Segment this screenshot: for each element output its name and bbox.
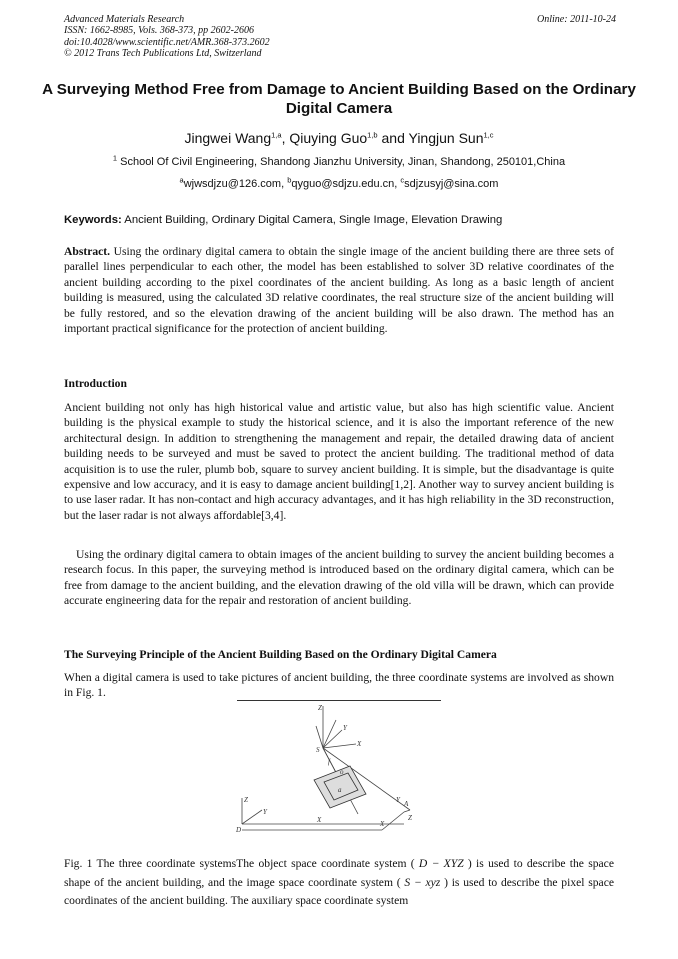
caption-text: ) is used to describe the space shape of the ancient building, and the image space coordinate system ( — [64, 857, 614, 889]
fig-label-z-upper: Z — [318, 704, 322, 712]
fig-label-y-mid: Y — [396, 796, 400, 804]
email-marker: b — [287, 175, 292, 185]
paper-title: A Surveying Method Free from Damage to Ancient Building Based on the Ordinary Digital Camera — [42, 81, 636, 117]
abstract — [64, 244, 614, 336]
email-marker: c — [400, 175, 405, 185]
doi-line: doi:10.4028/www.scientific.net/AMR.368-373.2602 — [64, 36, 270, 48]
online-date: Online: 2011-10-24 — [537, 14, 616, 25]
fig-label-z-mid: Z — [408, 814, 412, 822]
upper-aux-axis — [316, 726, 323, 748]
author-affil-marker: 1,a — [271, 130, 282, 140]
figure-top-rule — [237, 700, 441, 701]
figure-caption — [64, 855, 614, 911]
affiliation-text: School Of Civil Engineering, Shandong Jianzhu University, Jinan, Shandong, 250101,China — [117, 156, 566, 168]
journal-name: Advanced Materials Research — [64, 14, 185, 25]
author-list — [0, 130, 678, 146]
email-marker: a — [179, 175, 184, 185]
coordinate-systems-figure — [232, 702, 422, 842]
author-name: Yingjun Sun — [408, 130, 484, 146]
fig-label-f: f — [328, 758, 330, 766]
object-line — [404, 810, 410, 812]
fig-label-o: o — [340, 768, 344, 776]
author-affil-marker: 1,c — [483, 130, 494, 140]
principle-paragraph: When a digital camera is used to take pictures of ancient building, the three coordinate systems are involved as shown in Fig. 1. — [64, 671, 614, 700]
intro-paragraph-2: Using the ordinary digital camera to obtain images of the ancient building to survey the ancient building becomes a research focus. In this paper, the surveying method is introduced based on the ordinary digital camera, which can be free from damage to the ancient building, and the elevation drawing of the old villa will be drawn, which can provide accurate engineering data for the repair and restoration of ancient building. — [64, 548, 614, 608]
author-separator: and — [377, 130, 409, 146]
caption-text: ) is used to describe the pixel space coordinates of the ancient building. The auxiliary space coordinate system — [64, 875, 614, 907]
intro-paragraph-1: Ancient building not only has high historical value and artistic value, but also has high scientific value. Ancient building is the physical example to study the historical science, and it is also the important reference of the new architectural design. In addition to strengthening the management and repair, the detailed drawing data of ancient building needs to be surveyed and must be saved to protect the ancient building. The traditional method of data acquisition is to use the ruler, plumb bob, square to survey ancient building. It is simple, but the disadvantage is quite expensive and low accuracy, and it is easy to damage ancient building[1,2]. Another way to survey ancient building is to use laser radar. It has non-contact and high accuracy advantages, and it has high reliability in the 3D reconstruction, but the laser radar is not always affordable[3,4]. — [64, 401, 614, 522]
upper-aux-axis — [323, 720, 336, 748]
fig-label-d: D — [236, 826, 242, 834]
author-separator: , — [281, 130, 290, 146]
math-object-system: D − XYZ — [414, 857, 468, 870]
section-heading-introduction: Introduction — [64, 377, 127, 390]
abstract-text: Using the ordinary digital camera to obtain the single image of the ancient building there are three sets of parallel lines perpendicular to each other, the model has been established to solver 3D relative coordinates of the ancient building according to the pixel coordinates of the ancient building. As long as a basic length of ancient building is measured, using the calculated 3D relative coordinates, the real structure size of the ancient building will be fully restored, and so the elevation drawing of the ancient building will be also drawn. The method has an important practical significance for the protection of ancient building. — [64, 245, 614, 336]
caption-text: The object space coordinate system ( — [236, 857, 415, 870]
copyright-line: © 2012 Trans Tech Publications Ltd, Switzerland — [64, 47, 262, 59]
fig-label-a-point: A — [404, 800, 409, 808]
author-name: Qiuying Guo — [289, 130, 368, 146]
email-address: qyguo@sdjzu.edu.cn, — [291, 178, 401, 190]
section-heading-principle: The Surveying Principle of the Ancient Building Based on the Ordinary Digital Camera — [64, 648, 497, 661]
email-address: wjwsdjzu@126.com, — [183, 178, 288, 190]
affiliation-marker: 1 — [112, 153, 118, 163]
journal-header — [64, 14, 616, 59]
email-list — [0, 175, 678, 190]
keywords — [64, 214, 502, 226]
keywords-text: Ancient Building, Ordinary Digital Camera, Single Image, Elevation Drawing — [121, 214, 503, 226]
upper-x-axis — [323, 744, 356, 748]
keywords-label: Keywords: — [64, 214, 122, 226]
fig-label-y-lower: Y — [263, 808, 267, 816]
issn-line: ISSN: 1662-8985, Vols. 368-373, pp 2602-2606 — [64, 25, 254, 37]
caption-label: Fig. 1 The three coordinate systems — [64, 857, 237, 870]
upper-y-axis — [323, 730, 342, 748]
affiliation — [0, 153, 678, 168]
fig-label-x-lower: X — [317, 816, 322, 824]
fig-label-x-upper: X — [357, 740, 362, 748]
math-image-system: S − xyz — [400, 875, 445, 889]
fig-label-x-mid: X — [380, 820, 385, 828]
email-address: sdjzusyj@sina.com — [404, 178, 499, 190]
object-line — [382, 812, 404, 830]
lower-y-axis — [242, 810, 262, 824]
fig-label-y-upper: Y — [343, 724, 347, 732]
author-name: Jingwei Wang — [184, 130, 272, 146]
abstract-label: Abstract. — [64, 245, 111, 258]
fig-label-s: S — [316, 746, 320, 754]
fig-label-z-lower: Z — [244, 796, 248, 804]
fig-label-a: a — [338, 786, 342, 794]
author-affil-marker: 1,b — [367, 130, 378, 140]
